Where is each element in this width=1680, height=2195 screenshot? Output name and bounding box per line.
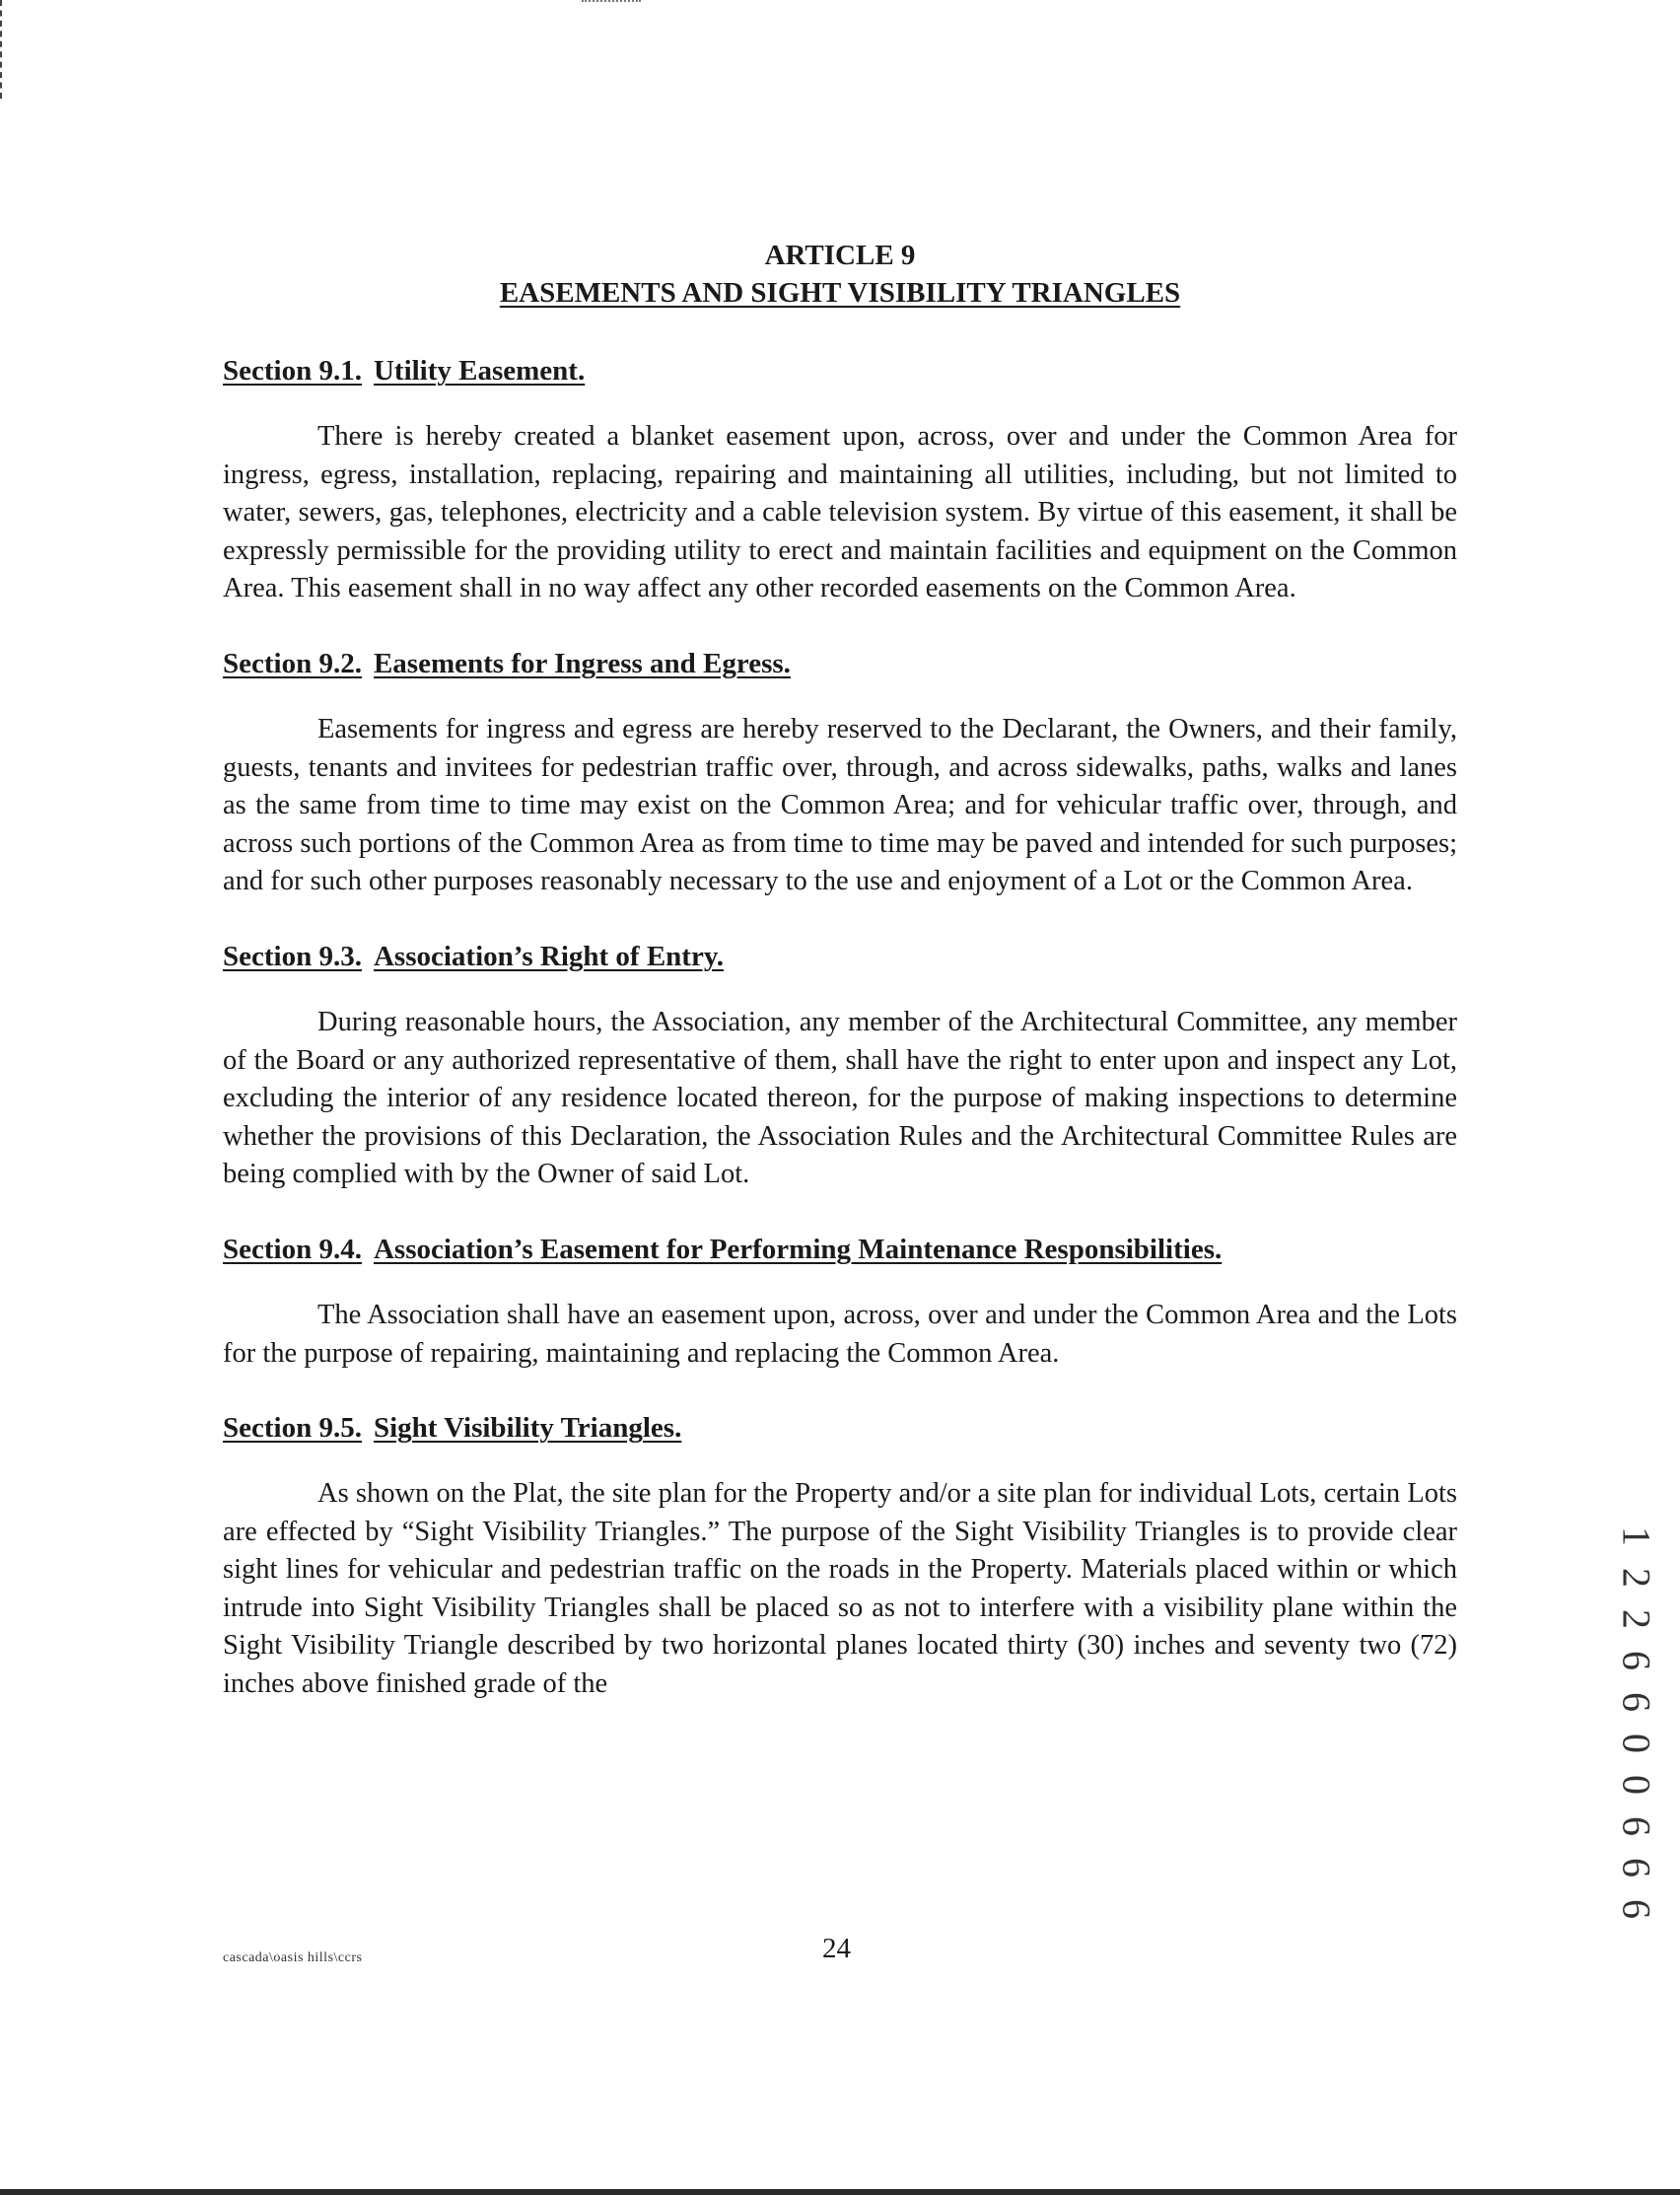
section-number: Section 9.5. — [223, 1412, 362, 1445]
section-heading — [223, 1408, 1457, 1448]
page-number: 24 — [822, 1933, 851, 1964]
section-number: Section 9.3. — [223, 940, 362, 972]
scan-bottom-edge — [0, 2189, 1680, 2195]
document-body — [223, 237, 1457, 1739]
section-number: Section 9.1. — [223, 355, 362, 387]
section-title: Easements for Ingress and Egress. — [373, 647, 791, 679]
section-body: The Association shall have an easement upon, across, over and under the Common Area and the Lots for the purpose of repairing, maintaining and replacing the Common Area. — [223, 1299, 1457, 1369]
section-9-5 — [223, 1408, 1457, 1704]
section-title: Association’s Right of Entry. — [373, 940, 724, 972]
recording-stamp — [1607, 1526, 1666, 1925]
section-9-2 — [223, 644, 1457, 901]
section-body: As shown on the Plat, the site plan for the Property and/or a site plan for individual Lots, certain Lots are effected by “Sight Visibility Triangles.” The purpose of the Sight Visibility Triangles is to provide clear sight lines for vehicular and pedestrian traffic on the roads in the Property. Materials placed within or which intrude into Sight Visibility Triangles shall be placed so as not to interfere with a visibility plane within the Sight Visibility Triangle described by two horizontal planes located thirty (30) inches and seventy two (72) inches above finished grade of the — [223, 1478, 1457, 1700]
article-title: EASEMENTS AND SIGHT VISIBILITY TRIANGLES — [499, 277, 1181, 309]
section-title: Sight Visibility Triangles. — [373, 1412, 682, 1445]
section-body: Easements for ingress and egress are hereby reserved to the Declarant, the Owners, and their family, guests, tenants and invitees for pedestrian traffic over, through, and across sidewalks, paths, walks and lanes as the same from time to time may exist on the Common Area; and for vehicular traffic over, through, and across such portions of the Common Area as from time to time may be paved and intended for such purposes; and for such other purposes reasonably necessary to the use and enjoyment of a Lot or the Common Area. — [223, 713, 1457, 897]
section-heading — [223, 351, 1457, 390]
section-9-3 — [223, 937, 1457, 1194]
section-body: There is hereby created a blanket easement upon, across, over and under the Common Area for ingress, egress, installation, replacing, repairing and maintaining all utilities, including, but not limited to water, sewers, gas, telephones, electricity and a cable television system. By virtue of this easement, it shall be expressly permissible for the providing utility to erect and maintain facilities and equipment on the Common Area. This easement shall in no way affect any other recorded easements on the Common Area. — [223, 421, 1457, 604]
section-heading — [223, 644, 1457, 683]
section-number: Section 9.4. — [223, 1233, 362, 1265]
scan-top-mark — [582, 0, 641, 4]
section-body: During reasonable hours, the Association, any member of the Architectural Committee, any member of the Board or any authorized representative of them, shall have the right to enter upon and inspect any Lot, excluding the interior of any residence located thereon, for the purpose of making inspections to determine whether the provisions of this Declaration, the Association Rules and the Architectural Committee Rules are being complied with by the Owner of said Lot. — [223, 1006, 1457, 1190]
section-9-4 — [223, 1230, 1457, 1373]
article-heading — [223, 237, 1457, 312]
section-heading — [223, 1230, 1457, 1269]
recording-number: 1 2 2 6 6 0 0 6 6 6 — [1614, 1526, 1659, 1925]
footer-file-label: cascada\oasis hills\ccrs — [223, 1950, 363, 1965]
section-number: Section 9.2. — [223, 647, 362, 679]
scan-edge-marks — [0, 0, 6, 99]
section-heading — [223, 937, 1457, 976]
article-number: ARTICLE 9 — [764, 240, 916, 271]
section-title: Association’s Easement for Performing Maintenance Responsibilities. — [373, 1233, 1223, 1265]
section-9-1 — [223, 351, 1457, 608]
section-title: Utility Easement. — [373, 355, 586, 387]
